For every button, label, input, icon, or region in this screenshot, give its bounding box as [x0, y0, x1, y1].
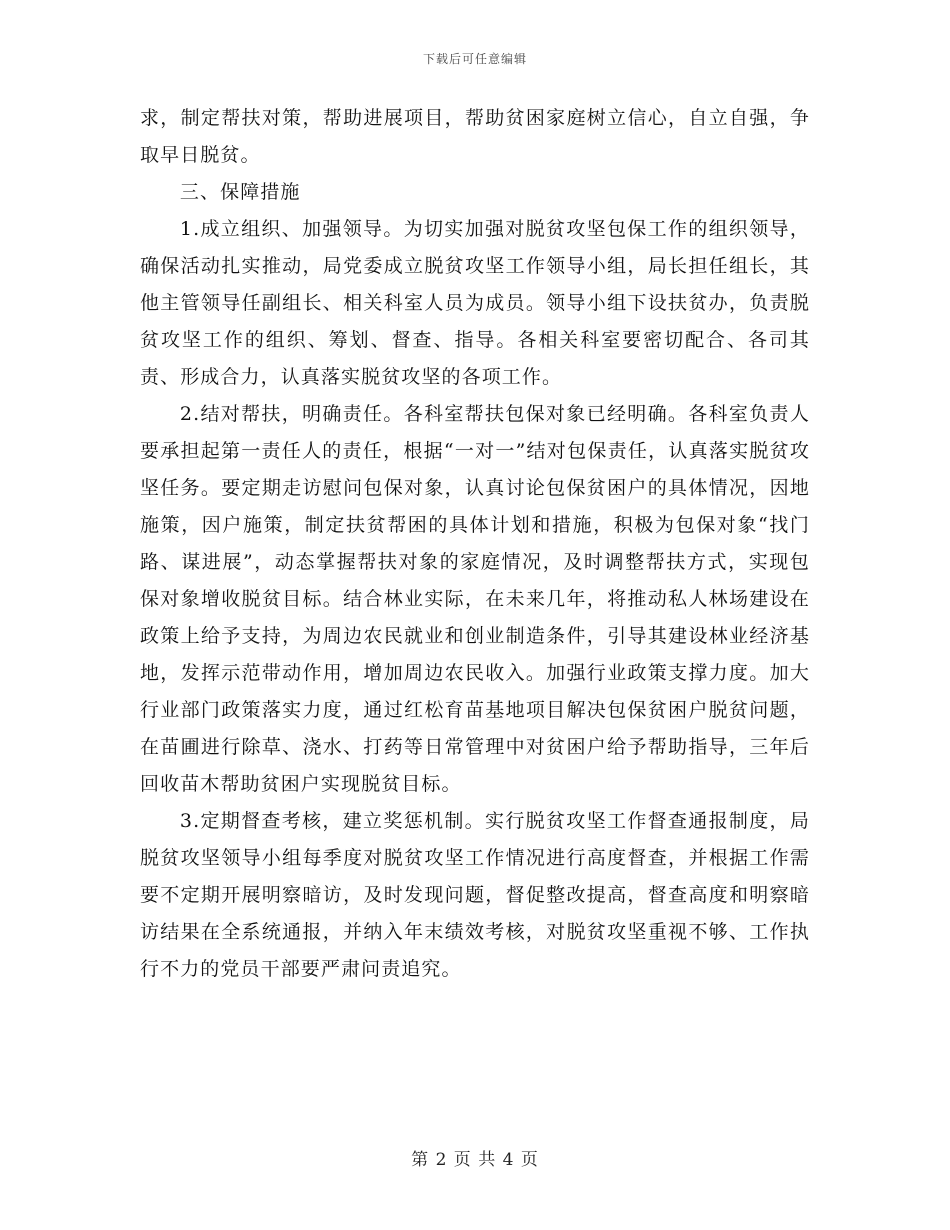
page-header: 下载后可任意编辑	[422, 52, 527, 66]
footer-prefix: 第	[411, 1150, 430, 1170]
footer-middle: 页 共	[453, 1150, 497, 1170]
page-footer	[0, 1145, 950, 1170]
document-body	[140, 100, 810, 988]
paragraph-continuation: 求，制定帮扶对策，帮助进展项目，帮助贫困家庭树立信心，自立自强，争取早日脱贫。	[140, 107, 810, 166]
footer-page-number: 2	[435, 1150, 448, 1170]
paragraph-measure-2: 2.结对帮扶，明确责任。各科室帮扶包保对象已经明确。各科室负责人要承担起第一责任人的责任，根据“一对一”结对包保责任，认真落实脱贫攻坚任务。要定期走访慰问包保对象，认真讨论包保贫困户的具体情况，因地施策，因户施策，制定扶贫帮困的具体计划和措施，积极为包保对象“找门路、谋进展”，动态掌握帮扶对象的家庭情况，及时调整帮扶方式，实现包保对象增收脱贫目标。结合林业实际，在未来几年，将推动私人林场建设在政策上给予支持，为周边农民就业和创业制造条件，引导其建设林业经济基地，发挥示范带动作用，增加周边农民收入。加强行业政策支撑力度。加大行业部门政策落实力度，通过红松育苗基地项目解决包保贫困户脱贫问题，在苗圃进行除草、浇水、打药等日常管理中对贫困户给予帮助指导，三年后回收苗木帮助贫困户实现脱贫目标。	[140, 403, 810, 795]
paragraph-measure-1: 1.成立组织、加强领导。为切实加强对脱贫攻坚包保工作的组织领导，确保活动扎实推动，局党委成立脱贫攻坚工作领导小组，局长担任组长，其他主管领导任副组长、相关科室人员为成员。领导小组下设扶贫办，负责脱贫攻坚工作的组织、筹划、督查、指导。各相关科室要密切配合、各司其责、形成合力，认真落实脱贫攻坚的各项工作。	[140, 218, 810, 388]
paragraph-measure-3: 3.定期督查考核，建立奖惩机制。实行脱贫攻坚工作督查通报制度，局脱贫攻坚领导小组每季度对脱贫攻坚工作情况进行高度督查，并根据工作需要不定期开展明察暗访，及时发现问题，督促整改提高，督查高度和明察暗访结果在全系统通报，并纳入年末绩效考核，对脱贫攻坚重视不够、工作执行不力的党员干部要严肃问责追究。	[140, 810, 810, 980]
section-heading: 三、保障措施	[179, 181, 301, 203]
footer-suffix: 页	[520, 1150, 539, 1170]
footer-total-pages: 4	[502, 1150, 515, 1170]
